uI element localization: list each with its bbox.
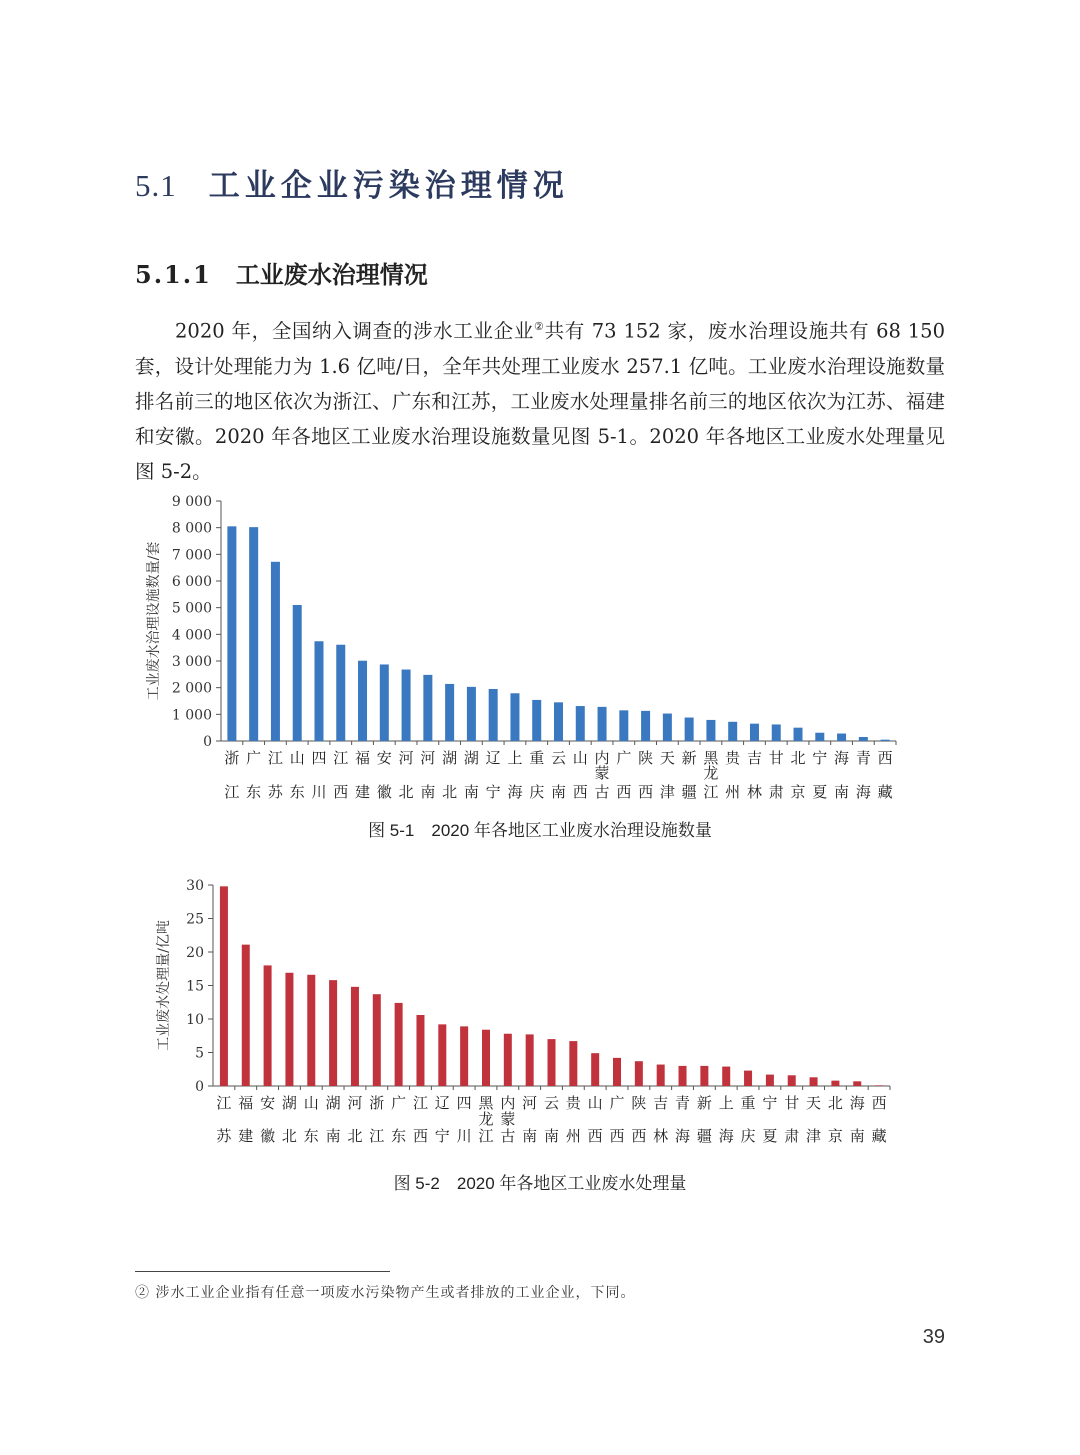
y-axis-title: 工业废水治理设施数量/套 (146, 541, 162, 701)
y-tick-label: 0 (195, 1079, 204, 1095)
bar-31 (875, 1085, 883, 1086)
bar-22 (685, 718, 694, 741)
bar-20 (635, 1061, 643, 1086)
section-heading (135, 160, 569, 205)
x-tick-label: 广东 (391, 1094, 407, 1145)
x-tick-label: 上海 (507, 749, 523, 801)
bar-8 (373, 994, 381, 1086)
x-tick-label: 湖北 (281, 1094, 297, 1145)
bar-7 (358, 661, 367, 741)
x-tick-label: 甘肃 (768, 749, 784, 801)
x-tick-label: 宁夏 (762, 1094, 778, 1145)
bar-23 (706, 720, 715, 741)
x-tick-label: 江苏 (216, 1094, 232, 1145)
x-tick-label: 福建 (238, 1094, 254, 1145)
x-tick-label: 四川 (311, 749, 327, 801)
x-tick-label: 新疆 (681, 749, 697, 801)
y-tick-label: 15 (186, 978, 204, 995)
y-tick-label: 8 000 (171, 520, 212, 537)
bar-9 (402, 670, 411, 741)
bar-25 (750, 724, 759, 741)
bar-15 (526, 1034, 534, 1086)
x-tick-label: 浙江 (369, 1094, 385, 1145)
bar-29 (831, 1081, 839, 1086)
x-tick-label: 贵州 (725, 749, 741, 801)
bar-10 (423, 675, 432, 741)
bar-12 (460, 1026, 468, 1086)
bar-2 (242, 945, 250, 1086)
bar-23 (700, 1066, 708, 1086)
subsection-heading (135, 255, 428, 290)
x-tick-label: 江苏 (267, 749, 283, 801)
x-tick-label: 江西 (333, 749, 349, 801)
bar-25 (744, 1071, 752, 1086)
x-tick-label: 西藏 (871, 1094, 887, 1145)
x-tick-label: 宁夏 (812, 749, 828, 801)
x-tick-label: 重庆 (529, 749, 545, 801)
x-tick-label: 吉林 (746, 749, 762, 801)
bar-19 (619, 710, 628, 741)
x-tick-label: 海南 (834, 749, 850, 801)
x-tick-label: 内蒙古 (500, 1094, 516, 1145)
x-tick-label: 河北 (347, 1094, 363, 1145)
bar-24 (728, 722, 737, 741)
bar-11 (445, 684, 454, 741)
bar-31 (881, 740, 890, 741)
x-tick-label: 山西 (587, 1094, 603, 1145)
bar-27 (794, 728, 803, 741)
bar-17 (576, 706, 585, 741)
page-number: 39 (922, 1326, 945, 1348)
x-tick-label: 湖南 (463, 749, 479, 801)
bar-14 (510, 693, 519, 741)
x-tick-label: 山东 (289, 749, 305, 801)
x-tick-label: 山东 (303, 1094, 319, 1145)
bar-13 (489, 689, 498, 741)
bar-16 (554, 702, 563, 741)
section-number: 5.1 (135, 168, 177, 203)
x-tick-label: 吉林 (653, 1094, 669, 1145)
x-tick-label: 广西 (616, 749, 632, 801)
bar-5 (314, 641, 323, 741)
bar-30 (853, 1081, 861, 1086)
x-tick-label: 陕西 (638, 749, 654, 801)
x-tick-label: 江西 (412, 1094, 428, 1145)
y-tick-label: 9 000 (171, 494, 212, 510)
bar-21 (663, 714, 672, 741)
y-tick-label: 1 000 (171, 707, 212, 724)
x-tick-label: 湖北 (442, 749, 458, 801)
x-tick-label: 海南 (849, 1094, 865, 1145)
x-tick-label: 新疆 (696, 1094, 712, 1145)
x-tick-label: 河北 (398, 749, 414, 801)
footnote-reference[interactable]: ② (534, 320, 545, 333)
y-tick-label: 3 000 (171, 654, 212, 670)
x-tick-label: 四川 (456, 1094, 472, 1145)
bar-6 (329, 980, 337, 1086)
bar-11 (438, 1024, 446, 1086)
x-tick-label: 青海 (675, 1094, 691, 1145)
x-tick-label: 天津 (806, 1094, 822, 1145)
x-tick-label: 浙江 (224, 749, 240, 801)
bar-27 (788, 1075, 796, 1086)
x-tick-label: 青海 (855, 749, 871, 801)
y-tick-label: 7 000 (171, 547, 212, 564)
y-tick-label: 6 000 (171, 574, 212, 590)
bar-17 (569, 1041, 577, 1086)
figure-5-2-caption: 图 5-2 2020 年各地区工业废水处理量 (393, 1174, 687, 1193)
paragraph-part2: 共有 73 152 家，废水治理设施共有 68 150 套，设计处理能力为 1.6 亿吨/日，全年共处理工业废水 257.1 亿吨。工业废水治理设施数量排名前三的地区依次为浙江、广东和江苏，工业废水处理量排名前三的地区依次为江苏、福建和安徽。2020 年各地区工业废水治理设施数量见图 5-1。2020 年各地区工业废水处理量见图 5-2。 (135, 319, 945, 483)
subsection-number: 5.1.1 (135, 260, 212, 289)
bar-29 (837, 734, 846, 741)
y-tick-label: 20 (186, 945, 204, 961)
subsection-title: 工业废水治理情况 (235, 260, 428, 289)
footnote-divider (135, 1271, 390, 1272)
x-tick-label: 西藏 (877, 749, 893, 801)
y-tick-label: 10 (186, 1012, 204, 1028)
x-tick-label: 安徽 (376, 749, 392, 801)
bar-30 (859, 737, 868, 741)
bar-19 (613, 1058, 621, 1086)
body-paragraph (135, 309, 945, 489)
x-tick-label: 重庆 (740, 1094, 756, 1145)
facilities-bar-chart (0, 485, 1080, 810)
y-tick-label: 25 (186, 911, 204, 928)
x-tick-label: 河南 (522, 1094, 538, 1145)
bar-8 (380, 664, 389, 741)
x-tick-label: 黑龙江 (478, 1094, 494, 1145)
bar-6 (336, 645, 345, 741)
figure-5-1-caption: 图 5-1 2020 年各地区工业废水治理设施数量 (368, 821, 712, 840)
x-tick-label: 广东 (246, 749, 262, 801)
bar-7 (351, 987, 359, 1086)
x-tick-label: 福建 (355, 749, 371, 801)
bar-1 (220, 886, 228, 1086)
bar-16 (548, 1039, 556, 1086)
bar-5 (307, 975, 315, 1086)
bar-12 (467, 687, 476, 741)
y-tick-label: 0 (203, 734, 212, 750)
x-tick-label: 北京 (790, 749, 806, 801)
y-tick-label: 4 000 (171, 627, 212, 644)
bar-26 (772, 724, 781, 741)
bar-24 (722, 1067, 730, 1086)
footnote-text: ② 涉水工业企业指有任意一项废水污染物产生或者排放的工业企业，下同。 (135, 1285, 636, 1301)
y-tick-label: 5 000 (171, 600, 212, 617)
x-tick-label: 内蒙古 (594, 749, 610, 801)
bar-4 (293, 605, 302, 741)
y-tick-label: 5 (195, 1045, 204, 1062)
bar-4 (285, 973, 293, 1086)
x-tick-label: 贵州 (565, 1094, 581, 1145)
bar-18 (598, 707, 607, 741)
bar-9 (395, 1003, 403, 1086)
x-tick-label: 甘肃 (784, 1094, 800, 1145)
paragraph-part1: 2020 年，全国纳入调查的涉水工业企业 (175, 319, 535, 343)
bar-28 (810, 1077, 818, 1086)
bar-13 (482, 1030, 490, 1086)
x-tick-label: 河南 (420, 749, 436, 801)
wastewater-volume-bar-chart (0, 866, 1080, 1151)
y-axis-title: 工业废水处理量/亿吨 (156, 920, 172, 1051)
bar-1 (227, 526, 236, 741)
x-tick-label: 云南 (543, 1094, 560, 1145)
bar-2 (249, 527, 258, 741)
bar-3 (264, 965, 272, 1086)
bar-22 (679, 1066, 687, 1086)
bar-28 (815, 733, 824, 741)
x-tick-label: 陕西 (631, 1094, 647, 1145)
x-tick-label: 辽宁 (485, 749, 501, 801)
x-tick-label: 黑龙江 (703, 749, 719, 801)
section-title: 工业企业污染治理情况 (208, 168, 569, 204)
bar-21 (657, 1065, 665, 1086)
bar-20 (641, 711, 650, 741)
x-tick-label: 湖南 (325, 1094, 341, 1145)
bar-3 (271, 562, 280, 741)
x-tick-label: 北京 (827, 1094, 843, 1145)
x-tick-label: 广西 (609, 1094, 625, 1145)
bar-14 (504, 1034, 512, 1086)
x-tick-label: 山西 (572, 749, 588, 801)
y-tick-label: 30 (186, 878, 204, 894)
x-tick-label: 上海 (718, 1094, 734, 1145)
x-tick-label: 安徽 (260, 1094, 276, 1145)
bar-18 (591, 1053, 599, 1086)
bar-15 (532, 700, 541, 741)
bar-26 (766, 1075, 774, 1086)
bar-10 (416, 1015, 424, 1086)
y-tick-label: 2 000 (171, 680, 212, 697)
x-tick-label: 天津 (659, 749, 675, 801)
x-tick-label: 云南 (550, 749, 567, 801)
x-tick-label: 辽宁 (434, 1094, 450, 1145)
